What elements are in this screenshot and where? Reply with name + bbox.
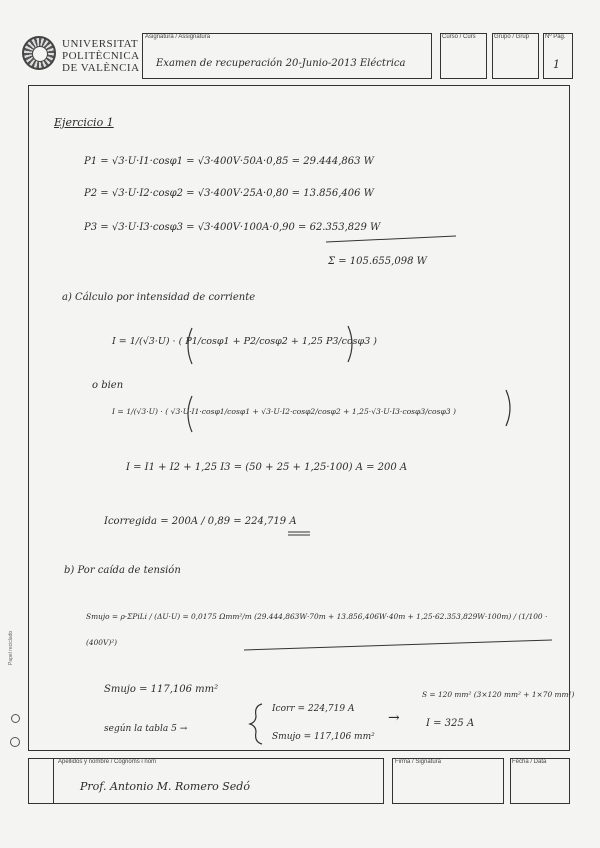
recycled-paper-note: Papel reciclado xyxy=(8,630,14,665)
power-p2: P2 = √3·U·I2·cosφ2 = √3·400V·25A·0,80 = 13.856,406 W xyxy=(84,188,374,199)
university-line-3: DE VALÈNCIA xyxy=(62,62,140,74)
current-corrected: Icorregida = 200A / 0,89 = 224,719 A xyxy=(104,516,297,527)
current-value: I = I1 + I2 + 1,25 I3 = (50 + 25 + 1,25·100) A = 200 A xyxy=(126,462,408,473)
names-corner xyxy=(28,758,54,804)
current-formula-2: I = 1/(√3·U) · ( √3·U·I1·cosφ1/cosφ1 + √3·U·I2·cosφ2/cosφ2 + 1,25·√3·U·I3·cosφ3/cosφ3 ) xyxy=(112,407,457,416)
names-label: Apellidos y nombre / Cognoms i nom xyxy=(58,759,157,765)
page-value: 1 xyxy=(553,58,560,71)
course-label: Curso / Curs xyxy=(442,34,476,40)
signature-label: Firma / Signatura xyxy=(395,759,442,765)
current-formula-1: I = 1/(√3·U) · ( P1/cosφ1 + P2/cosφ2 + 1,25 P3/cosφ3 ) xyxy=(112,336,377,347)
part-a-title: a) Cálculo por intensidad de corriente xyxy=(62,292,256,303)
part-b-title: b) Por caída de tensión xyxy=(64,565,181,576)
result-arrow: → xyxy=(388,710,400,726)
brace-section: Smujo = 117,106 mm² xyxy=(272,732,375,742)
exercise-title: Ejercicio 1 xyxy=(54,116,114,129)
subject-value: Examen de recuperación 20-Junio-2013 Eléctrica xyxy=(156,58,406,69)
section-value: Smujo = 117,106 mm² xyxy=(104,684,219,695)
names-value: Prof. Antonio M. Romero Sedó xyxy=(80,780,250,793)
section-formula: Smujo = ρ·ΣPiLi / (ΔU·U) = 0,0175 Ωmm²/m (29.444,863W·70m + 13.856,406W·40m + 1,25·62.353,829W·100m) / (1/100 · (400V)²) xyxy=(86,612,548,647)
page-label: Nº Pág. xyxy=(545,34,566,40)
recycle-symbol-icon xyxy=(10,737,20,747)
power-p1: P1 = √3·U·I1·cosφ1 = √3·400V·50A·0,85 = 29.444,863 W xyxy=(84,156,374,167)
power-sum: Σ = 105.655,098 W xyxy=(328,256,427,267)
table-reference: según la tabla 5 → xyxy=(104,724,188,734)
result-current: I = 325 A xyxy=(426,718,475,729)
recycle-icon xyxy=(11,714,20,723)
date-label: Fecha / Data xyxy=(512,759,547,765)
university-line-2: POLITÈCNICA xyxy=(62,50,140,62)
group-label: Grupo / Grup xyxy=(494,34,530,40)
university-line-1: UNIVERSITAT xyxy=(62,38,139,50)
o-bien-text: o bien xyxy=(92,380,124,391)
subject-label: Asignatura / Assignatura xyxy=(145,34,211,40)
brace-current: Icorr = 224,719 A xyxy=(272,704,355,714)
power-p3: P3 = √3·U·I3·cosφ3 = √3·400V·100A·0,90 = 62.353,829 W xyxy=(84,222,381,233)
result-section: S = 120 mm² (3×120 mm² + 1×70 mm²) xyxy=(422,690,575,699)
